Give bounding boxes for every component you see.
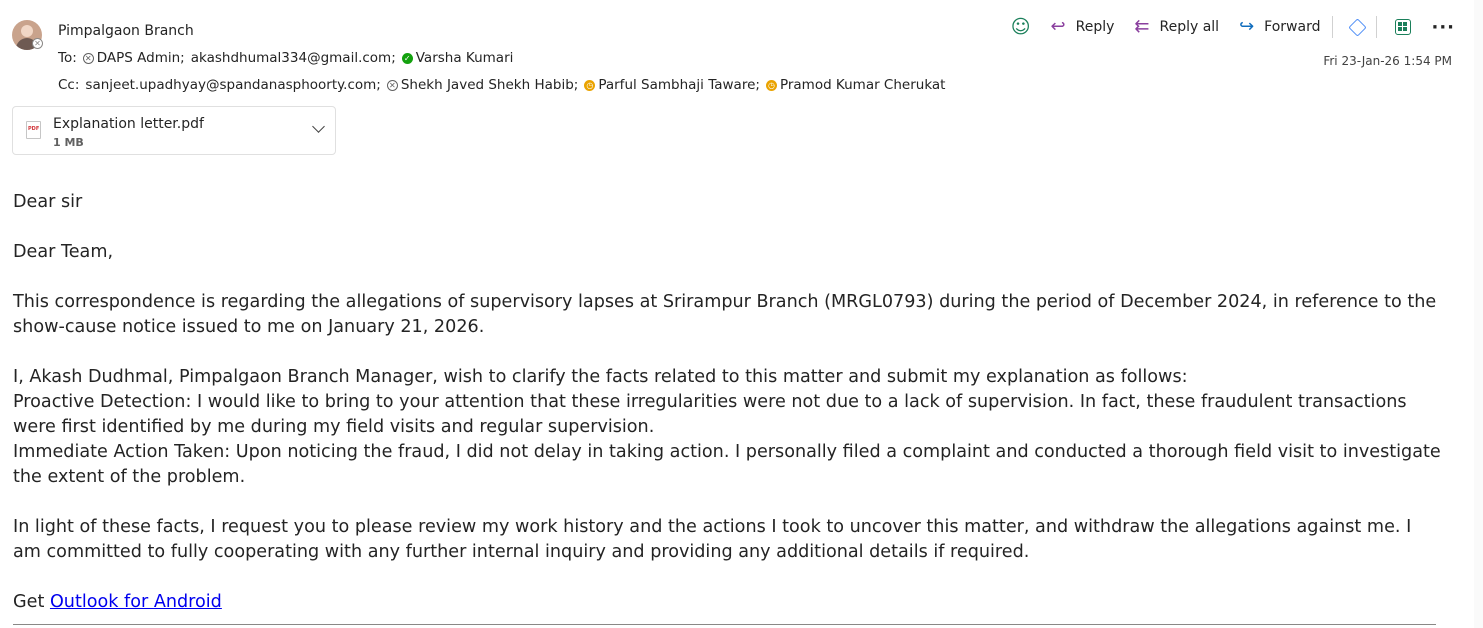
apps-grid-icon[interactable] bbox=[1395, 19, 1411, 35]
recipient-parful[interactable]: ◷ Parful Sambhaji Taware; bbox=[586, 77, 760, 93]
emoji-icon[interactable]: ☺ bbox=[1010, 16, 1031, 38]
chevron-down-icon[interactable] bbox=[312, 120, 325, 133]
body-paragraph: This correspondence is regarding the allegations of supervisory lapses at Srirampur Branch (MRGL0793) during the period of December 2024, in reference to the show-cause notice issued to me on January 21, 2026. bbox=[13, 292, 1437, 337]
reply-all-icon: ⇇ bbox=[1134, 16, 1150, 37]
signature-line: Get Outlook for Android bbox=[13, 592, 222, 612]
recipient-pramod[interactable]: ◷ Pramod Kumar Cherukat bbox=[767, 77, 946, 93]
away-status-icon: ◷ bbox=[766, 80, 777, 91]
message-datetime: Fri 23-Jan-26 1:54 PM bbox=[1323, 54, 1452, 68]
message-header bbox=[0, 0, 1483, 160]
pdf-file-icon: PDF bbox=[26, 121, 41, 139]
forward-arrow-icon: ↪ bbox=[1239, 16, 1255, 37]
more-dots-icon[interactable]: ··· bbox=[1431, 16, 1455, 38]
to-recipients bbox=[58, 50, 519, 66]
reply-button[interactable]: ↩ Reply bbox=[1050, 16, 1115, 37]
scrollbar[interactable] bbox=[1474, 0, 1483, 628]
toolbar-divider bbox=[1332, 16, 1333, 38]
toolbar-divider bbox=[1376, 16, 1377, 38]
outlook-android-link[interactable]: Outlook for Android bbox=[49, 592, 222, 612]
reply-arrow-icon: ↩ bbox=[1050, 16, 1066, 37]
cc-recipients bbox=[58, 77, 951, 93]
greeting-line: Dear sir bbox=[13, 192, 83, 212]
body-paragraph: I, Akash Dudhmal, Pimpalgaon Branch Manager, wish to clarify the facts related to this matter and submit my explanation as follows: bbox=[13, 367, 1188, 387]
attachment-size: 1 MB bbox=[53, 136, 84, 149]
signature-divider bbox=[13, 624, 1436, 625]
available-status-icon: ✓ bbox=[402, 53, 413, 64]
recipient-daps-admin[interactable]: ✕ DAPS Admin; bbox=[83, 50, 185, 66]
loop-diamond-icon[interactable] bbox=[1349, 18, 1367, 36]
body-paragraph: Proactive Detection: I would like to bring to your attention that these irregularities were not due to a lack of supervision. In fact, these fraudulent transactions were first identified by me during my field visits and regular supervision. bbox=[13, 392, 1407, 437]
offline-status-icon: ✕ bbox=[83, 53, 94, 64]
forward-button[interactable]: ↪ Forward bbox=[1239, 16, 1321, 37]
cc-label: Cc: bbox=[58, 77, 80, 93]
sender-offline-status-icon: ✕ bbox=[32, 38, 43, 49]
sender-name[interactable]: Pimpalgaon Branch bbox=[58, 23, 194, 39]
body-paragraph: In light of these facts, I request you to please review my work history and the actions I took to uncover this matter, and withdraw the allegations against me. I am committed to fully cooperating with any further internal inquiry and providing any additional details if required. bbox=[13, 517, 1412, 562]
away-status-icon: ◷ bbox=[584, 80, 595, 91]
message-body bbox=[13, 190, 1443, 615]
attachment-name: Explanation letter.pdf bbox=[53, 116, 204, 132]
greeting-line: Dear Team, bbox=[13, 242, 114, 262]
reply-all-button[interactable]: ⇇ Reply all bbox=[1134, 16, 1220, 37]
attachment-card[interactable] bbox=[12, 106, 336, 155]
recipient-akash-email[interactable]: akashdhumal334@gmail.com; bbox=[190, 50, 396, 66]
recipient-shekh-javed[interactable]: ✕ Shekh Javed Shekh Habib; bbox=[387, 77, 578, 93]
recipient-varsha-kumari[interactable]: ✓ Varsha Kumari bbox=[402, 50, 514, 66]
message-toolbar bbox=[1011, 15, 1455, 39]
to-label: To: bbox=[58, 50, 77, 66]
body-paragraph: Immediate Action Taken: Upon noticing the fraud, I did not delay in taking action. I personally filed a complaint and conducted a thorough field visit to investigate the extent of the problem. bbox=[13, 442, 1441, 487]
recipient-sanjeet[interactable]: sanjeet.upadhyay@spandanasphoorty.com; bbox=[85, 77, 381, 93]
offline-status-icon: ✕ bbox=[387, 80, 398, 91]
